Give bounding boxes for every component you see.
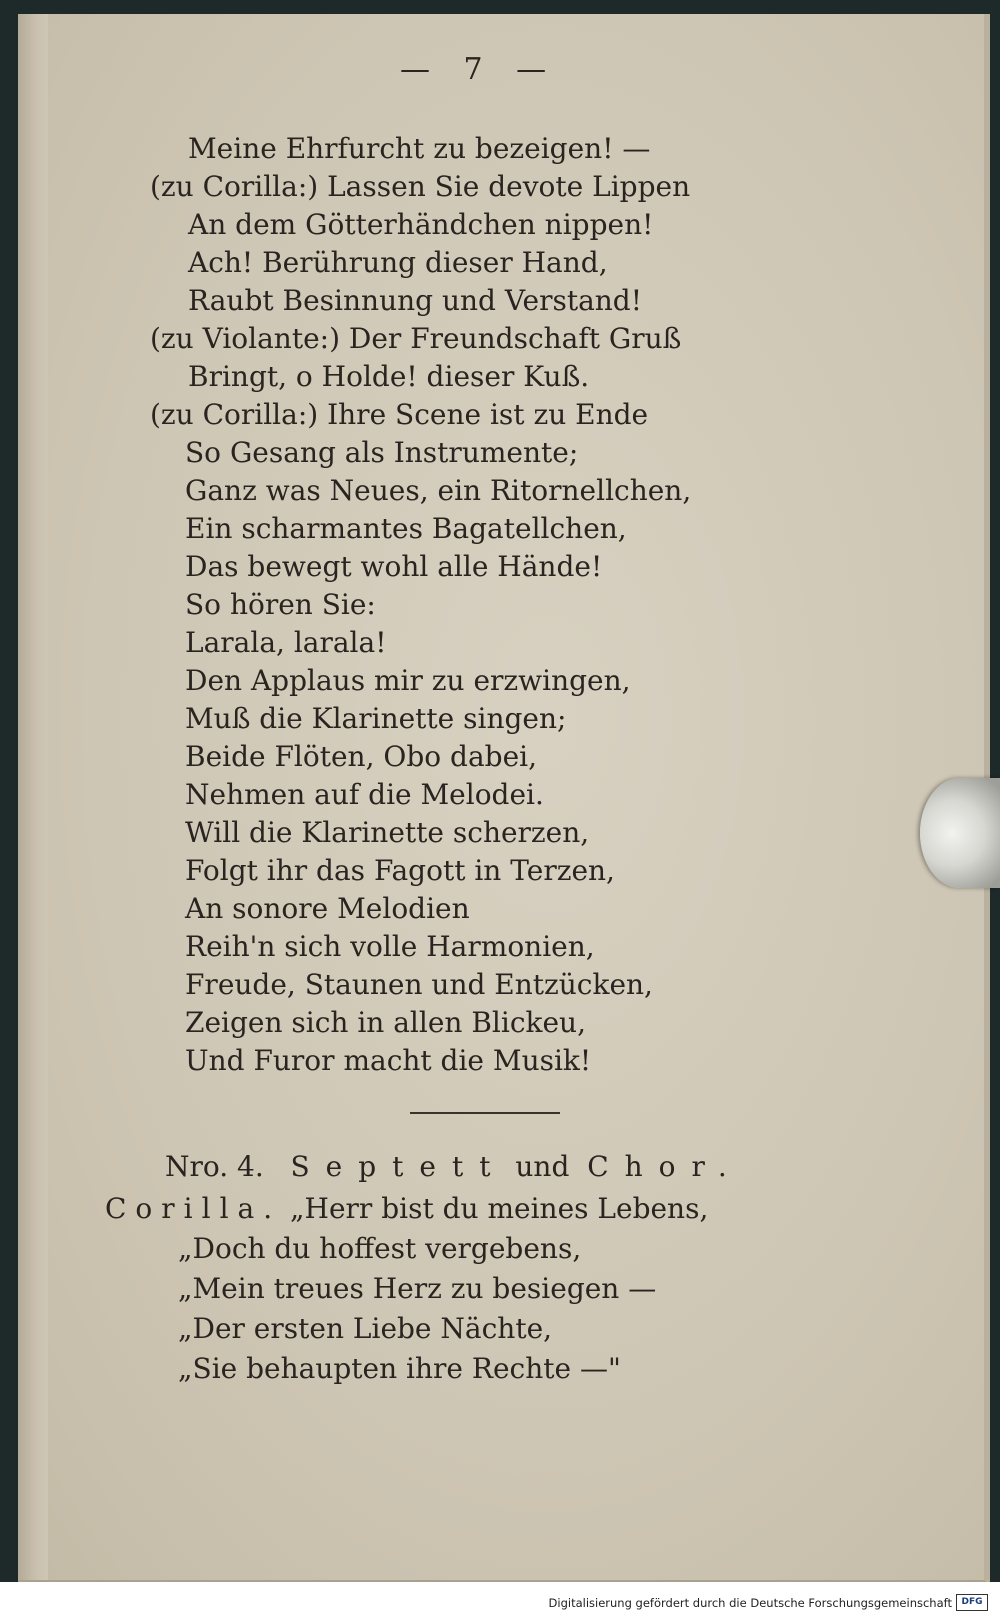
section-divider bbox=[410, 1112, 560, 1114]
section-heading bbox=[165, 1148, 743, 1186]
verse-line: „Herr bist du meines Lebens, bbox=[290, 1192, 709, 1225]
digitization-credit: Digitalisierung gefördert durch die Deutsche Forschungsgemeinschaft bbox=[548, 1596, 952, 1610]
text-line: Nehmen auf die Melodei. bbox=[185, 778, 544, 811]
text-line: (zu Corilla:) Lassen Sie devote Lippen bbox=[150, 170, 691, 203]
section-number: Nro. 4. bbox=[165, 1150, 264, 1183]
verse-line: „Sie behaupten ihre Rechte —" bbox=[178, 1352, 621, 1385]
verse-line: „Der ersten Liebe Nächte, bbox=[178, 1312, 553, 1345]
text-line: (zu Corilla:) Ihre Scene ist zu Ende bbox=[150, 398, 649, 431]
text-line: Den Applaus mir zu erzwingen, bbox=[185, 664, 631, 697]
dfg-logo: DFG bbox=[956, 1594, 988, 1611]
text-line: Will die Klarinette scherzen, bbox=[185, 816, 590, 849]
text-line: Muß die Klarinette singen; bbox=[185, 702, 567, 735]
text-line: Meine Ehrfurcht zu bezeigen! — bbox=[188, 132, 651, 165]
text-line: Bringt, o Holde! dieser Kuß. bbox=[188, 360, 590, 393]
text-line: Ein scharmantes Bagatellchen, bbox=[185, 512, 627, 545]
text-line: An dem Götterhändchen nippen! bbox=[188, 208, 654, 241]
text-line: Reih'n sich volle Harmonien, bbox=[185, 930, 595, 963]
text-line: So Gesang als Instrumente; bbox=[185, 436, 579, 469]
page-clip bbox=[920, 778, 1000, 888]
text-line: So hören Sie: bbox=[185, 588, 376, 621]
speaker-name: Corilla. bbox=[105, 1192, 282, 1225]
text-line: Raubt Besinnung und Verstand! bbox=[188, 284, 642, 317]
text-line: Freude, Staunen und Entzücken, bbox=[185, 968, 653, 1001]
section-title: Chor. bbox=[587, 1150, 743, 1183]
text-line: Folgt ihr das Fagott in Terzen, bbox=[185, 854, 615, 887]
verse-line: „Mein treues Herz zu besiegen — bbox=[178, 1272, 657, 1305]
page-gutter bbox=[18, 14, 48, 1580]
text-line: An sonore Melodien bbox=[185, 892, 470, 925]
text-line: Larala, larala! bbox=[185, 626, 387, 659]
text-line: Ganz was Neues, ein Ritornellchen, bbox=[185, 474, 692, 507]
section-conjunction: und bbox=[515, 1150, 570, 1183]
speaker-line bbox=[105, 1190, 708, 1228]
page-number: — 7 — bbox=[400, 52, 559, 87]
section-title: Septett bbox=[290, 1150, 507, 1183]
text-line: Das bewegt wohl alle Hände! bbox=[185, 550, 603, 583]
text-line: Und Furor macht die Musik! bbox=[185, 1044, 592, 1077]
verse-line: „Doch du hoffest vergebens, bbox=[178, 1232, 582, 1265]
text-line: (zu Violante:) Der Freundschaft Gruß bbox=[150, 322, 682, 355]
text-line: Beide Flöten, Obo dabei, bbox=[185, 740, 537, 773]
text-line: Zeigen sich in allen Blickeu, bbox=[185, 1006, 586, 1039]
text-line: Ach! Berührung dieser Hand, bbox=[188, 246, 608, 279]
